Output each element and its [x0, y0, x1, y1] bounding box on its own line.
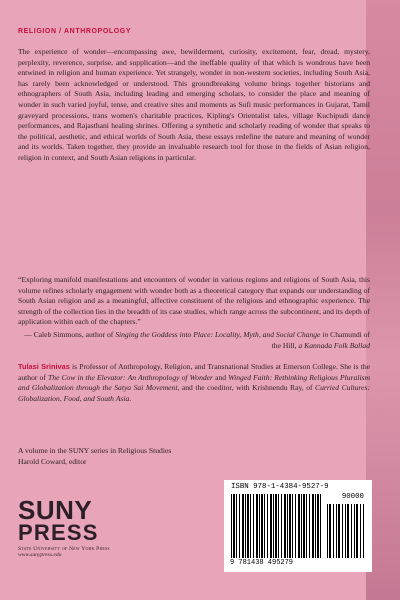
author-bio-text-4: .	[129, 393, 132, 403]
publisher-logo-suny: SUNY	[18, 495, 93, 525]
author-bio-text-3: , and the coeditor, with Krishnendu Ray, of	[177, 383, 316, 393]
attribution-book-subtitle: a Kannada Folk Ballad	[298, 340, 370, 350]
barcode-panel	[224, 480, 372, 572]
barcode-main-bars	[231, 494, 321, 558]
publisher-logo-press: PRESS	[18, 520, 99, 545]
book-description: The experience of wonder—encompassing awe, bewilderment, curiosity, excitement, fear, dread, mystery, perplexity, reverence, surprise, and supplication—and the ineffable quality of that which is wondrous have been entwined in religion and human experience. Yet strangely, wonder in non-western societies, including South Asia, has rarely been acknowledged or understood. This groundbreaking volume brings together historians and ethnographers of South Asia, including leading and emerging scholars, to consider the place and meaning of wonder in such varied joyful, tense, and creative sites and moments as Sufi music performances in Gujarat, Tamil graveyard processions, trans women's charitable practices, Kipling's Orientalist tales, village Kuchipudi dance performances, and Rajasthani healing shrines. Offering a synthetic and scholarly reading of wonder that speaks to the political, aesthetic, and ethical worlds of South Asia, these essays redefine the nature and meaning of wonder and its worlds. Taken together, they provide an invaluable research tool for those in the fields of Asian religion, religion in context, and South Asian religions in particular.	[18, 47, 370, 162]
author-book-1: The Cow in the Elevator: An Anthropology of Wonder	[47, 372, 213, 382]
author-bio	[18, 362, 370, 404]
barcode-addon-bars	[327, 504, 365, 558]
series-info	[18, 446, 268, 467]
price-code: 90000	[341, 493, 364, 501]
series-line: A volume in the SUNY series in Religious Studies	[18, 446, 172, 455]
attribution-prefix: — Caleb Simmons, author of	[24, 330, 116, 339]
endorsement-attribution	[18, 330, 370, 351]
author-bio-text-2: and	[213, 372, 229, 382]
endorsement-quote: “Exploring manifold manifestations and encounters of wonder in various regions and religions of South Asia, this volume refines scholarly engagement with wonder both as a theoretical category that expands our understanding of South Asian religion and as a meaningful, affective constituent of the religious and ethnographic experience. The strength of the collection lies in the breadth of its case studies, which range across the subcontinent, and its depth of application within each of the chapters.”	[18, 275, 370, 327]
author-bio-text-1: is Professor of Anthropology, Religion, and Transnational Studies at Emerson College. She is the author of	[18, 362, 370, 382]
publisher-url: www.sunypress.edu	[18, 552, 62, 558]
publisher-logo	[18, 495, 168, 558]
barcode-digits: 9 781438 495279	[230, 559, 294, 567]
series-editor: Harold Coward, editor	[18, 456, 87, 466]
isbn-label: ISBN 978-1-4384-9527-9	[231, 483, 329, 491]
attribution-book-title-mid: Chamundi of the Hill,	[271, 330, 370, 350]
attribution-book-title: Singing the Goddess into Place: Locality, Myth, and Social Change in	[115, 330, 329, 339]
publisher-full-name: State University of New York Press	[18, 546, 110, 552]
author-name: Tulasi Srinivas	[18, 362, 70, 371]
category-label: RELIGION / ANTHROPOLOGY	[18, 28, 132, 35]
author-book-2: Winged Faith: Rethinking Religious Pluralism and Globalization through the Satya Sai Movement	[18, 372, 370, 393]
author-book-3: Curried Cultures: Globalization, Food, and South Asia	[18, 383, 370, 403]
